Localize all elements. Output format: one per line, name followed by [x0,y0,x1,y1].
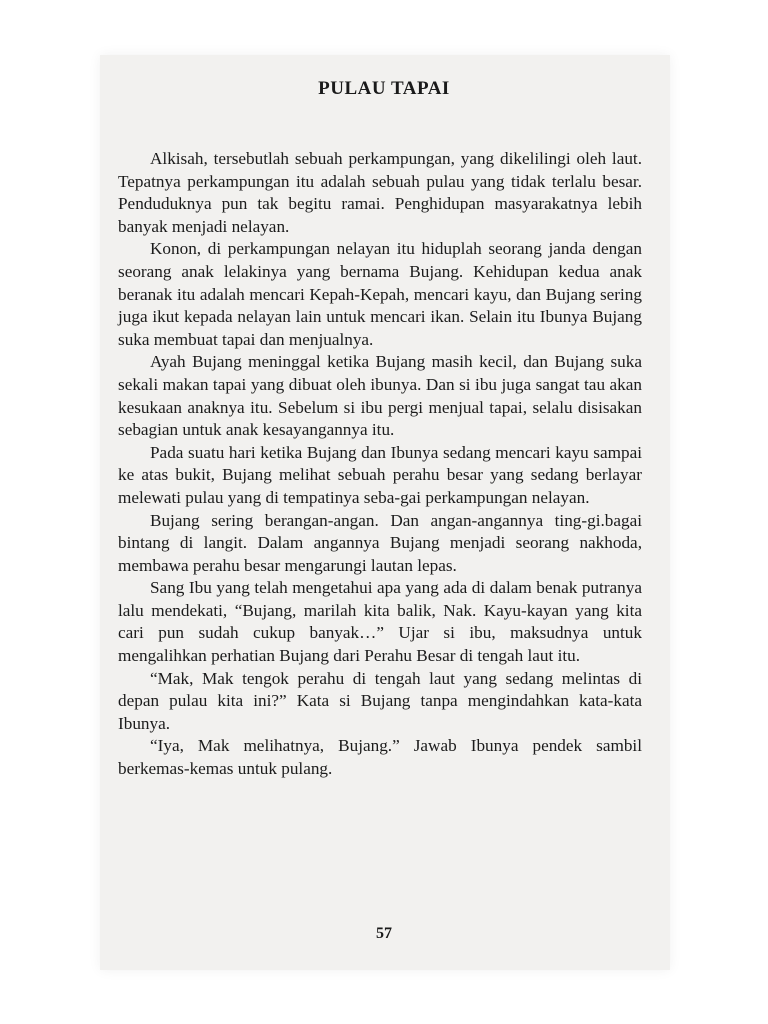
paragraph-3: Ayah Bujang meninggal ketika Bujang masih kecil, dan Bujang suka sekali makan tapai yang dibuat oleh ibunya. Dan si ibu juga sangat tau akan kesukaan anaknya itu. Sebelum si ibu pergi menjual tapai, selalu disisakan sebagian untuk anak kesayangannya itu. [118,352,642,440]
paragraph-4: Pada suatu hari ketika Bujang dan Ibunya sedang mencari kayu sampai ke atas bukit, Bujang melihat sebuah perahu besar yang sedang berlayar melewati pulau yang di tempatinya seba-gai perkampungan nelayan. [118,442,642,507]
paragraph-8: “Iya, Mak melihatnya, Bujang.” Jawab Ibunya pendek sambil berkemas-kemas untuk pulang. [118,736,642,779]
paragraph-5: Bujang sering berangan-angan. Dan angan-angannya ting-gi.bagai bintang di langit. Dalam angannya Bujang menjadi seorang nakhoda, membawa perahu besar mengarungi lautan lepas. [118,510,642,575]
page-title: PULAU TAPAI [318,78,450,99]
paragraph-6: Sang Ibu yang telah mengetahui apa yang ada di dalam benak putranya lalu mendekati, “Bujang, marilah kita balik, Nak. Kayu-kayan yang kita cari pun sudah cukup banyak…” Ujar si ibu, maksudnya untuk mengalihkan perhatian Bujang dari Perahu Besar di tengah laut itu. [118,578,642,666]
story-text [118,148,642,781]
paragraph-1: Alkisah, tersebutlah sebuah perkampungan, yang dikelilingi oleh laut. Tepatnya perkampungan itu adalah sebuah pulau yang tidak terlalu besar. Penduduknya pun tak begitu ramai. Penghidupan masyarakatnya lebih banyak menjadi nelayan. [118,149,642,236]
paragraph-7: “Mak, Mak tengok perahu di tengah laut yang sedang melintas di depan pulau kita ini?” Kata si Bujang tanpa mengindahkan kata-kata Ibunya. [118,668,642,733]
paragraph-2: Konon, di perkampungan nelayan itu hiduplah seorang janda dengan seorang anak lelakinya yang bernama Bujang. Kehidupan kedua anak beranak itu adalah mencari Kepah-Kepah, mencari kayu, dan Bujang sering juga ikut kepada nelayan lain untuk mencari ikan. Selain itu Ibunya Bujang suka membuat tapai dan menjualnya. [118,239,642,349]
page-number: 57 [376,925,392,942]
